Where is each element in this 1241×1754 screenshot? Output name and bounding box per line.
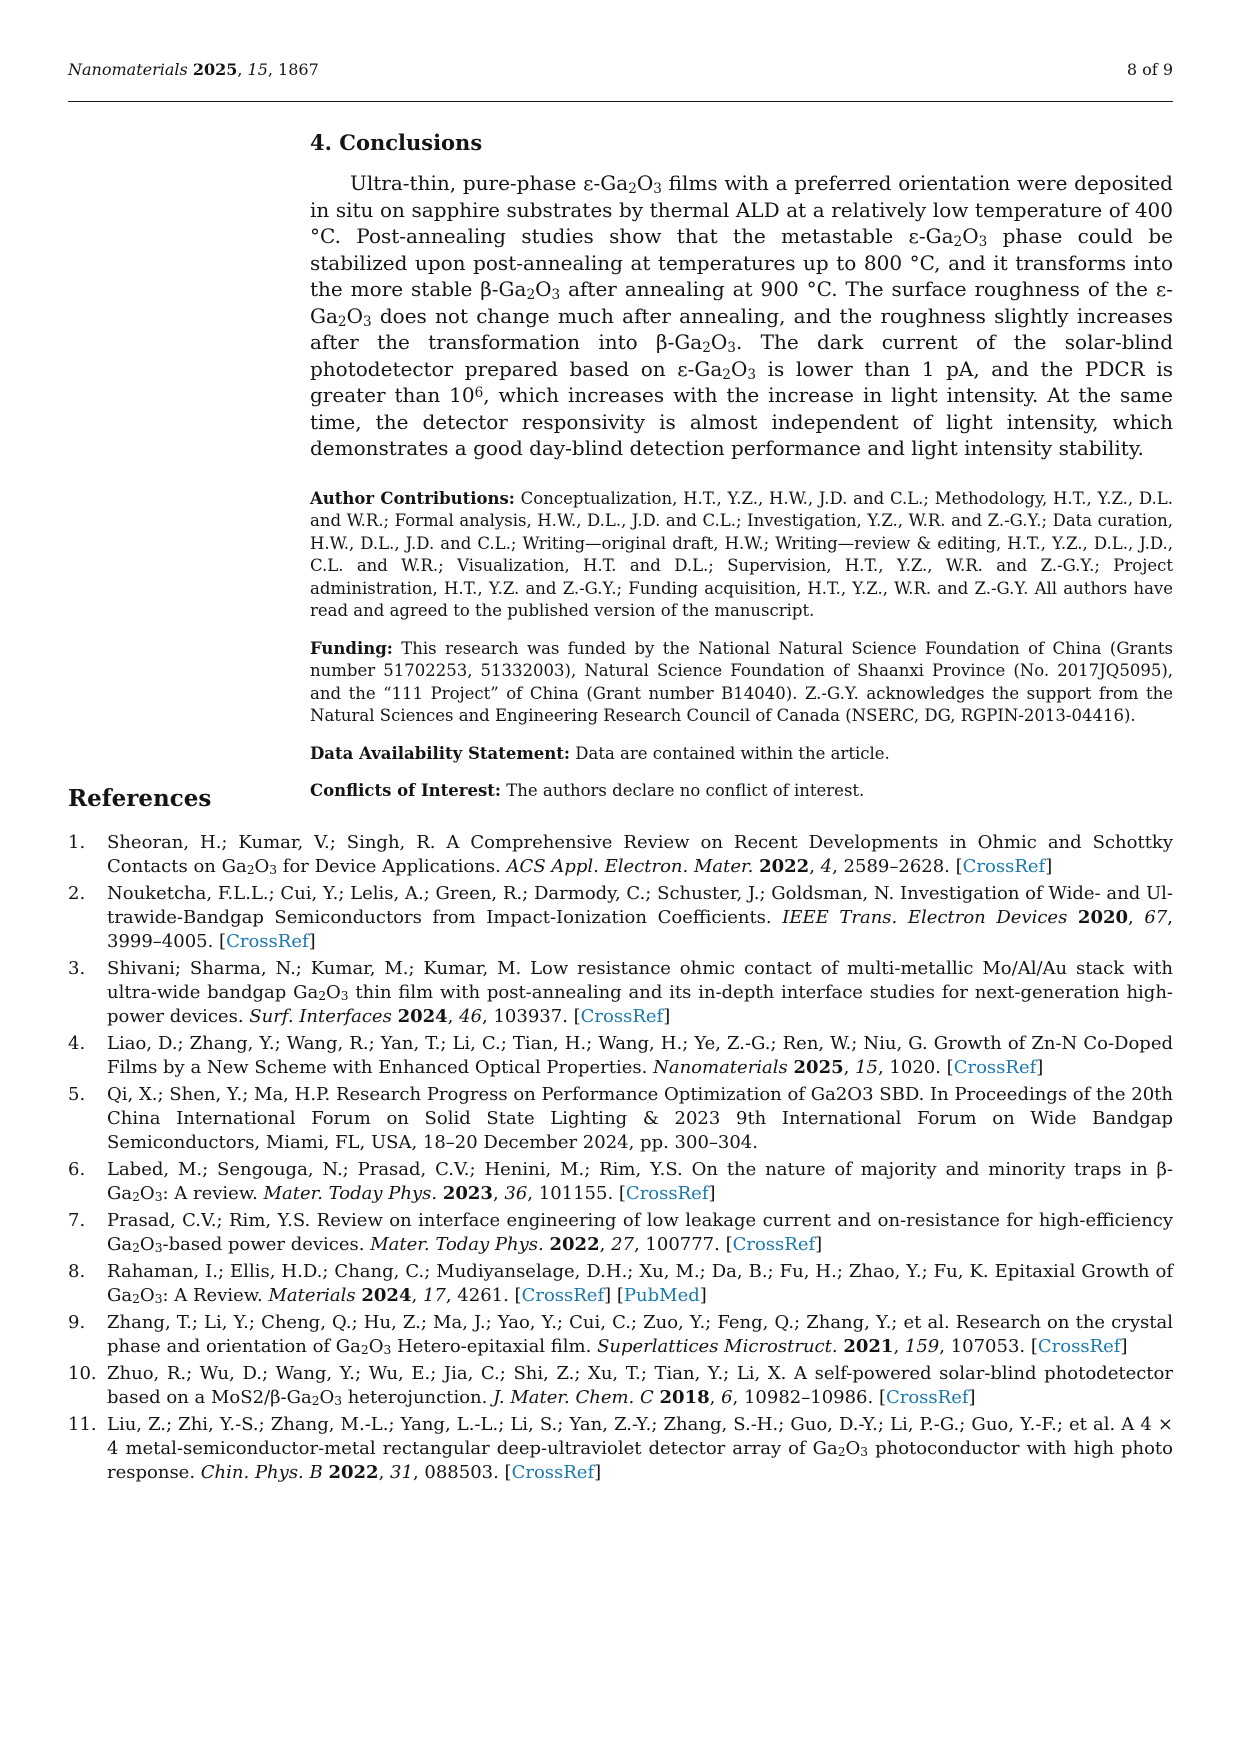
reference-number: 4.: [68, 1032, 86, 1054]
section-references: [68, 785, 1173, 1488]
page-header: [68, 60, 1173, 79]
reference-list: [68, 831, 1173, 1485]
data-availability-statement: [310, 743, 1173, 766]
crossref-link[interactable]: CrossRef: [962, 855, 1046, 877]
references-heading: References: [68, 785, 212, 812]
reference-number: 11.: [68, 1413, 97, 1435]
data-availability-label: Data Availability Statement:: [310, 743, 571, 763]
reference-text: Labed, M.; Sengouga, N.; Prasad, C.V.; Henini, M.; Rim, Y.S. On the nature of majority and minority traps in β-Ga2O3: A review. Mater. Today Phys. 2023, 36, 101155. [CrossRef]: [107, 1158, 1173, 1205]
journal-citation: Nanomaterials 2025, 15, 1867: [68, 60, 319, 79]
reference-item: [68, 1413, 1173, 1485]
funding-statement: [310, 638, 1173, 728]
reference-number: 10.: [68, 1362, 97, 1384]
reference-number: 5.: [68, 1083, 86, 1105]
crossref-link[interactable]: CrossRef: [1037, 1335, 1121, 1357]
reference-text: Prasad, C.V.; Rim, Y.S. Review on interface engineering of low leakage current and on-resistance for high-efficiency Ga2O3-based power devices. Mater. Today Phys. 2022, 27, 100777. [CrossRef]: [107, 1209, 1173, 1256]
author-contributions-label: Author Contributions:: [310, 488, 515, 508]
reference-item: [68, 831, 1173, 879]
reference-text: Liu, Z.; Zhi, Y.-S.; Zhang, M.-L.; Yang, L.-L.; Li, S.; Yan, Z.-Y.; Zhang, S.-H.; Guo, D.-Y.; Li, P.-G.; Guo, Y.-F.; et al. A 4 × 4 metal-semiconductor-metal rectangular deep-ultraviolet detector array of Ga2O3 photoconductor with high photo response. Chin. Phys. B 2022, 31, 088503. [CrossRef]: [107, 1413, 1173, 1483]
crossref-link[interactable]: CrossRef: [625, 1182, 709, 1204]
reference-item: [68, 1260, 1173, 1308]
conflicts-text: The authors declare no conflict of interest.: [500, 781, 865, 801]
reference-number: 3.: [68, 957, 86, 979]
reference-number: 9.: [68, 1311, 86, 1333]
funding-label: Funding:: [310, 638, 393, 658]
reference-number: 8.: [68, 1260, 86, 1282]
section-conclusions: [310, 130, 1173, 818]
conclusions-paragraph: Ultra-thin, pure-phase ε-Ga2O3 films with a preferred orientation were deposited in situ on sapphire substrates by thermal ALD at a relatively low temperature of 400 °C. Post-annealing studies show that the metastable ε-Ga2O3 phase could be stabilized upon post-annealing at temperatures up to 800 °C, and it transforms into the more stable β-Ga2O3 after annealing at 900 °C. The surface roughness of the ε-Ga2O3 does not change much after annealing, and the roughness slightly increases after the transformation into β-Ga2O3. The dark current of the solar-blind photodetector prepared based on ε-Ga2O3 is lower than 1 pA, and the PDCR is greater than $10^6$, which increases with the increase in light intensity. At the same time, the detector responsivity is almost independent of light intensity, which demonstrates a good day-blind detection performance and light intensity stability.: [310, 171, 1174, 461]
reference-text: Qi, X.; Shen, Y.; Ma, H.P. Research Progress on Performance Optimization of Ga2O3 SBD. In Proceedings of the 20th China International Forum on Solid State Lighting & 2023 9th International Forum on Wide Bandgap Semiconductors, Miami, FL, USA, 18–20 December 2024, pp. 300–304.: [107, 1083, 1173, 1153]
crossref-link[interactable]: CrossRef: [580, 1005, 664, 1027]
reference-text: Nouketcha, F.L.L.; Cui, Y.; Lelis, A.; Green, R.; Darmody, C.; Schuster, J.; Goldsman, N. Investigation of Wide- and Ul- trawide-Bandgap Semiconductors from Impact-Ionization Coefficients. IEEE Trans. Electron Devices 2020, 67, 3999–4005. [CrossRef]: [107, 882, 1173, 952]
reference-text: Sheoran, H.; Kumar, V.; Singh, R. A Comprehensive Review on Recent Developments in Ohmic and Schottky Contacts on Ga2O3 for Device Applications. ACS Appl. Electron. Mater. 2022, 4, 2589–2628. [CrossRef]: [107, 831, 1173, 878]
reference-text: Shivani; Sharma, N.; Kumar, M.; Kumar, M. Low resistance ohmic contact of multi-metallic Mo/Al/Au stack with ultra-wide bandgap Ga2O3 thin film with post-annealing and its in-depth interface studies for next-generation high-power devices. Surf. Interfaces 2024, 46, 103937. [CrossRef]: [107, 957, 1173, 1027]
reference-item: [68, 1083, 1173, 1155]
reference-item: [68, 1209, 1173, 1257]
reference-number: 1.: [68, 831, 86, 853]
funding-text: This research was funded by the National Natural Science Foundation of China (Grants number 51702253, 51332003), Natural Science Foundation of Shaanxi Province (No. 2017JQ5095), and the “111 Project” of China (Grant number B14040). Z.-G.Y. acknowledges the support from the Natural Sciences and Engineering Research Council of Canada (NSERC, DG, RGPIN-2013-04416).: [310, 638, 1173, 726]
crossref-link[interactable]: CrossRef: [732, 1233, 816, 1255]
reference-item: [68, 1362, 1173, 1410]
reference-number: 7.: [68, 1209, 86, 1231]
header-rule: [68, 101, 1173, 102]
pubmed-link[interactable]: PubMed: [623, 1284, 700, 1306]
reference-number: 2.: [68, 882, 86, 904]
reference-text: Rahaman, I.; Ellis, H.D.; Chang, C.; Mudiyanselage, D.H.; Xu, M.; Da, B.; Fu, H.; Zhao, Y.; Fu, K. Epitaxial Growth of Ga2O3: A Review. Materials 2024, 17, 4261. [CrossRef] [PubMed]: [107, 1260, 1173, 1307]
data-availability-text: Data are contained within the article.: [570, 743, 890, 763]
author-contributions: [310, 488, 1173, 623]
crossref-link[interactable]: CrossRef: [521, 1284, 605, 1306]
conflicts-label: Conflicts of Interest:: [310, 781, 501, 801]
conclusions-heading: 4. Conclusions: [310, 130, 483, 155]
reference-item: [68, 1311, 1173, 1359]
page-number: 8 of 9: [1126, 60, 1173, 79]
crossref-link[interactable]: CrossRef: [953, 1056, 1037, 1078]
reference-item: [68, 1158, 1173, 1206]
reference-item: [68, 1032, 1173, 1080]
reference-text: Liao, D.; Zhang, Y.; Wang, R.; Yan, T.; Li, C.; Tian, H.; Wang, H.; Ye, Z.-G.; Ren, W.; Niu, G. Growth of Zn-N Co-Doped Films by a New Scheme with Enhanced Optical Properties. Nanomaterials 2025, 15, 1020. [CrossRef]: [107, 1032, 1173, 1078]
crossref-link[interactable]: CrossRef: [511, 1461, 595, 1483]
reference-text: Zhuo, R.; Wu, D.; Wang, Y.; Wu, E.; Jia, C.; Shi, Z.; Xu, T.; Tian, Y.; Li, X. A self-powered solar-blind photodetector based on a MoS2/β-Ga2O3 heterojunction. J. Mater. Chem. C 2018, 6, 10982–10986. [CrossRef]: [107, 1362, 1173, 1409]
author-contributions-text: Conceptualization, H.T., Y.Z., H.W., J.D. and C.L.; Methodology, H.T., Y.Z., D.L. and W.R.; Formal analysis, H.W., D.L., J.D. and C.L.; Investigation, Y.Z., W.R. and Z.-G.Y.; Data curation, H.W., D.L., J.D. and C.L.; Writing—original draft, H.W.; Writing—review & editing, H.T., Y.Z., D.L., J.D., C.L. and W.R.; Visualization, H.T. and D.L.; Supervision, H.T., Y.Z., W.R. and Z.-G.Y.; Project administration, H.T., Y.Z. and Z.-G.Y.; Funding acquisition, H.T., Y.Z., W.R. and Z.-G.Y. All authors have read and agreed to the published version of the manuscript.: [310, 488, 1173, 621]
crossref-link[interactable]: CrossRef: [885, 1386, 969, 1408]
reference-number: 6.: [68, 1158, 86, 1180]
reference-text: Zhang, T.; Li, Y.; Cheng, Q.; Hu, Z.; Ma, J.; Yao, Y.; Cui, C.; Zuo, Y.; Feng, Q.; Zhang, Y.; et al. Research on the crystal phase and orientation of Ga2O3 Hetero-epitaxial film. Superlattices Microstruct. 2021, 159, 107053. [CrossRef]: [107, 1311, 1173, 1358]
reference-item: [68, 882, 1173, 954]
crossref-link[interactable]: CrossRef: [226, 930, 309, 952]
reference-item: [68, 957, 1173, 1029]
